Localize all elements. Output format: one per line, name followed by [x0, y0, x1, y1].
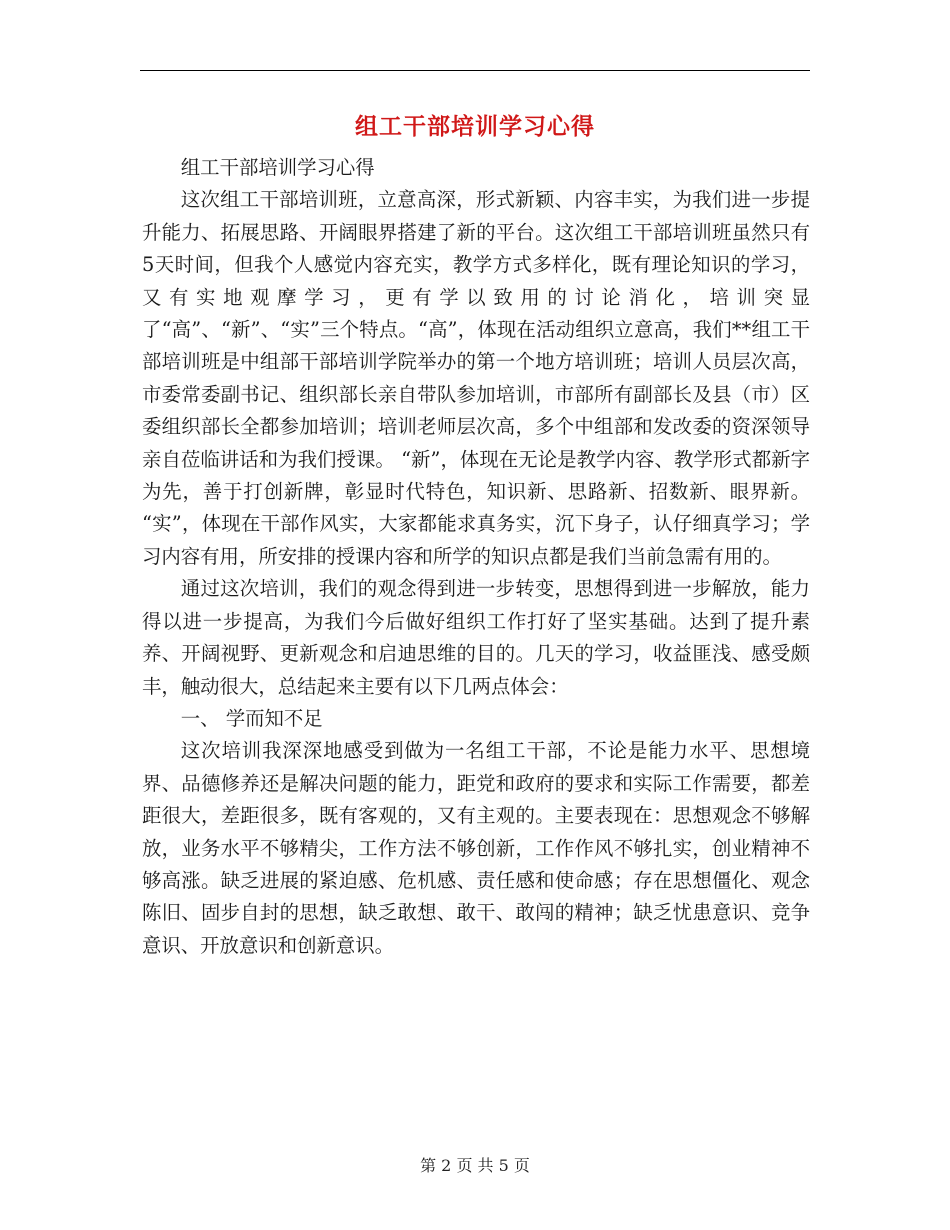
paragraph: 这次组工干部培训班，立意高深，形式新颖、内容丰实，为我们进一步提升能力、拓展思路、开阔眼界搭建了新的平台。这次组工干部培训班虽然只有5天时间，但我个人感觉内容充实，教学方式多样化，既有理论知识的学习，又有实地观摩学习，更有学以致用的讨论消化，培训突显了“高”、“新”、“实”三个特点。“高”，体现在活动组织立意高，我们**组工干部培训班是中组部干部培训学院举办的第一个地方培训班；培训人员层次高，市委常委副书记、组织部长亲自带队参加培训，市部所有副部长及县（市）区委组织部长全都参加培训；培训老师层次高，多个中组部和发改委的资深领导亲自莅临讲话和为我们授课。 “新”，体现在无论是教学内容、教学形式都新字为先，善于打创新牌，彰显时代特色，知识新、思路新、招数新、眼界新。 “实”，体现在干部作风实，大家都能求真务实，沉下身子，认仔细真学习；学习内容有用，所安排的授课内容和所学的知识点都是我们当前急需有用的。 — [142, 188, 810, 568]
document-body — [142, 152, 810, 962]
section-heading: 一、 学而知不足 — [180, 706, 323, 730]
header-rule — [140, 70, 810, 71]
paragraph-subtitle: 组工干部培训学习心得 — [180, 156, 375, 179]
paragraph: 这次培训我深深地感受到做为一名组工干部，不论是能力水平、思想境界、品德修养还是解决问题的能力，距党和政府的要求和实际工作需要，都差距很大，差距很多，既有客观的，又有主观的。主要表现在：思想观念不够解放，业务水平不够精尖，工作方法不够创新，工作作风不够扎实，创业精神不够高涨。缺乏进展的紧迫感、危机感、责任感和使命感；存在思想僵化、观念陈旧、固步自封的思想，缺乏敢想、敢干、敢闯的精神；缺乏忧患意识、竞争意识、开放意识和创新意识。 — [142, 739, 810, 957]
document-title: 组工干部培训学习心得 — [355, 114, 595, 140]
page-footer: 第 2 页 共 5 页 — [420, 1156, 530, 1175]
paragraph: 通过这次培训，我们的观念得到进一步转变，思想得到进一步解放，能力得以进一步提高，为我们今后做好组织工作打好了坚实基础。达到了提升素养、开阔视野、更新观念和启迪思维的目的。几天的学习，收益匪浅、感受颇丰，触动很大，总结起来主要有以下几两点体会： — [142, 577, 810, 698]
